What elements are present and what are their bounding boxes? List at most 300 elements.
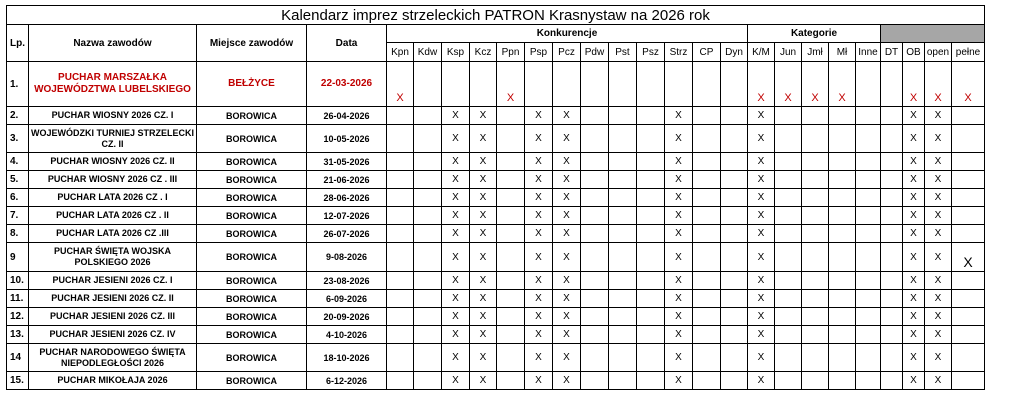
mark-cell (609, 189, 637, 207)
mark-cell: X (903, 344, 925, 372)
mark-cell: X (952, 243, 985, 272)
calendar-sheet (6, 5, 985, 390)
event-name: PUCHAR ŚWIĘTA WOJSKA POLSKIEGO 2026 (29, 243, 197, 272)
mark-cell: X (903, 272, 925, 290)
mark-cell: X (748, 107, 775, 125)
mark-cell: X (925, 272, 952, 290)
column-header: Pst (609, 43, 637, 62)
mark-cell (637, 153, 665, 171)
mark-cell (497, 326, 525, 344)
mark-cell: X (952, 62, 985, 107)
mark-cell: X (748, 171, 775, 189)
mark-cell: X (442, 344, 470, 372)
mark-cell: X (553, 308, 581, 326)
mark-cell (609, 272, 637, 290)
mark-cell (952, 153, 985, 171)
event-name: PUCHAR WIOSNY 2026 CZ. II (29, 153, 197, 171)
mark-cell: X (665, 153, 693, 171)
mark-cell: X (925, 344, 952, 372)
mark-cell (881, 243, 903, 272)
row-number: 4. (7, 153, 29, 171)
mark-cell: X (553, 189, 581, 207)
mark-cell (609, 372, 637, 390)
event-date: 10-05-2026 (307, 125, 387, 153)
mark-cell: X (470, 344, 497, 372)
mark-cell: X (442, 171, 470, 189)
mark-cell (856, 308, 881, 326)
mark-cell (581, 153, 609, 171)
column-header: Jmł (802, 43, 829, 62)
mark-cell (952, 125, 985, 153)
mark-cell (609, 125, 637, 153)
mark-cell (414, 207, 442, 225)
mark-cell (802, 243, 829, 272)
event-date: 31-05-2026 (307, 153, 387, 171)
event-date: 6-12-2026 (307, 372, 387, 390)
mark-cell: X (553, 344, 581, 372)
mark-cell (802, 272, 829, 290)
mark-cell: X (665, 207, 693, 225)
mark-cell (581, 125, 609, 153)
event-date: 20-09-2026 (307, 308, 387, 326)
mark-cell (881, 372, 903, 390)
event-name: PUCHAR WIOSNY 2026 CZ . III (29, 171, 197, 189)
mark-cell (497, 290, 525, 308)
mark-cell: X (470, 243, 497, 272)
mark-cell (637, 272, 665, 290)
mark-cell (637, 62, 665, 107)
column-header: Mł (829, 43, 856, 62)
mark-cell (414, 125, 442, 153)
mark-cell: X (553, 372, 581, 390)
event-date: 4-10-2026 (307, 326, 387, 344)
mark-cell (693, 171, 721, 189)
mark-cell (497, 153, 525, 171)
mark-cell (856, 344, 881, 372)
mark-cell (721, 326, 748, 344)
mark-cell (414, 308, 442, 326)
mark-cell (665, 62, 693, 107)
mark-cell: X (748, 207, 775, 225)
mark-cell (881, 308, 903, 326)
mark-cell (637, 107, 665, 125)
mark-cell: X (903, 189, 925, 207)
mark-cell (829, 225, 856, 243)
mark-cell: X (748, 290, 775, 308)
mark-cell (856, 189, 881, 207)
column-header: Ksp (442, 43, 470, 62)
mark-cell: X (553, 243, 581, 272)
mark-cell (693, 308, 721, 326)
mark-cell (414, 225, 442, 243)
event-place: BOROWICA (197, 153, 307, 171)
mark-cell (721, 243, 748, 272)
column-header: OB (903, 43, 925, 62)
mark-cell: X (442, 272, 470, 290)
mark-cell: X (665, 372, 693, 390)
mark-cell (721, 125, 748, 153)
mark-cell: X (470, 290, 497, 308)
mark-cell: X (748, 189, 775, 207)
mark-cell: X (925, 290, 952, 308)
mark-cell: X (525, 171, 553, 189)
mark-cell (387, 107, 414, 125)
mark-cell: X (553, 153, 581, 171)
event-place: BOROWICA (197, 326, 307, 344)
mark-cell: X (442, 243, 470, 272)
mark-cell (693, 326, 721, 344)
mark-cell: X (470, 308, 497, 326)
mark-cell (637, 290, 665, 308)
event-date: 23-08-2026 (307, 272, 387, 290)
column-header: open (925, 43, 952, 62)
mark-cell (581, 326, 609, 344)
mark-cell (775, 107, 802, 125)
mark-cell: X (748, 308, 775, 326)
mark-cell: X (470, 189, 497, 207)
mark-cell (693, 107, 721, 125)
mark-cell (802, 326, 829, 344)
mark-cell (829, 107, 856, 125)
mark-cell (581, 207, 609, 225)
column-header: CP (693, 43, 721, 62)
event-name: PUCHAR LATA 2026 CZ . II (29, 207, 197, 225)
mark-cell: X (665, 326, 693, 344)
mark-cell (802, 107, 829, 125)
mark-cell (637, 326, 665, 344)
mark-cell: X (525, 326, 553, 344)
table-row (7, 207, 985, 225)
row-number: 2. (7, 107, 29, 125)
mark-cell: X (903, 290, 925, 308)
mark-cell: X (748, 225, 775, 243)
mark-cell (637, 189, 665, 207)
table-row (7, 344, 985, 372)
mark-cell (856, 107, 881, 125)
mark-cell (775, 372, 802, 390)
mark-cell: X (553, 125, 581, 153)
mark-cell (856, 326, 881, 344)
table-row (7, 290, 985, 308)
event-date: 6-09-2026 (307, 290, 387, 308)
mark-cell (442, 62, 470, 107)
mark-cell (693, 372, 721, 390)
mark-cell: X (470, 272, 497, 290)
mark-cell (387, 207, 414, 225)
mark-cell: X (442, 153, 470, 171)
mark-cell: X (525, 189, 553, 207)
column-header: Pdw (581, 43, 609, 62)
mark-cell (775, 207, 802, 225)
mark-cell (693, 243, 721, 272)
mark-cell: X (925, 107, 952, 125)
header-konkurencje: Konkurencje (387, 25, 748, 43)
mark-cell: X (925, 326, 952, 344)
mark-cell (693, 62, 721, 107)
mark-cell (775, 153, 802, 171)
event-place: BOROWICA (197, 344, 307, 372)
mark-cell: X (442, 290, 470, 308)
mark-cell (414, 153, 442, 171)
mark-cell: X (665, 189, 693, 207)
mark-cell: X (665, 171, 693, 189)
sheet-title: Kalendarz imprez strzeleckich PATRON Krasnystaw na 2026 rok (7, 6, 985, 25)
event-place: BOROWICA (197, 243, 307, 272)
row-number: 13. (7, 326, 29, 344)
mark-cell (693, 189, 721, 207)
mark-cell: X (925, 189, 952, 207)
row-number: 7. (7, 207, 29, 225)
mark-cell (802, 189, 829, 207)
mark-cell: X (525, 344, 553, 372)
column-header: Kcz (470, 43, 497, 62)
mark-cell (952, 225, 985, 243)
mark-cell (775, 272, 802, 290)
mark-cell: X (903, 308, 925, 326)
mark-cell: X (748, 372, 775, 390)
mark-cell (952, 290, 985, 308)
mark-cell (637, 308, 665, 326)
mark-cell (609, 171, 637, 189)
mark-cell: X (665, 225, 693, 243)
mark-cell (721, 372, 748, 390)
mark-cell (881, 225, 903, 243)
mark-cell (581, 171, 609, 189)
mark-cell: X (525, 207, 553, 225)
row-number: 15. (7, 372, 29, 390)
mark-cell (693, 225, 721, 243)
mark-cell (497, 243, 525, 272)
table-row (7, 372, 985, 390)
mark-cell (829, 372, 856, 390)
mark-cell (637, 207, 665, 225)
column-header: pełne (952, 43, 985, 62)
table-row (7, 326, 985, 344)
mark-cell (775, 308, 802, 326)
event-date: 21-06-2026 (307, 171, 387, 189)
mark-cell (775, 326, 802, 344)
mark-cell: X (665, 344, 693, 372)
mark-cell (387, 189, 414, 207)
event-place: BOROWICA (197, 171, 307, 189)
event-name: PUCHAR WIOSNY 2026 CZ. I (29, 107, 197, 125)
mark-cell (952, 107, 985, 125)
table-row (7, 153, 985, 171)
mark-cell (856, 62, 881, 107)
mark-cell (721, 171, 748, 189)
mark-cell (497, 225, 525, 243)
column-header: DT (881, 43, 903, 62)
mark-cell (497, 125, 525, 153)
mark-cell (497, 107, 525, 125)
mark-cell (775, 125, 802, 153)
mark-cell (581, 189, 609, 207)
mark-cell (721, 189, 748, 207)
row-number: 5. (7, 171, 29, 189)
mark-cell (856, 290, 881, 308)
mark-cell (581, 272, 609, 290)
mark-cell (609, 225, 637, 243)
mark-cell (952, 344, 985, 372)
mark-cell (952, 189, 985, 207)
event-name: PUCHAR JESIENI 2026 CZ. II (29, 290, 197, 308)
mark-cell (881, 290, 903, 308)
mark-cell: X (525, 290, 553, 308)
header-gray-block (881, 25, 985, 43)
column-header: Kdw (414, 43, 442, 62)
mark-cell (609, 62, 637, 107)
mark-cell (414, 344, 442, 372)
mark-cell (414, 107, 442, 125)
mark-cell: X (553, 171, 581, 189)
mark-cell (609, 107, 637, 125)
event-name: PUCHAR MIKOŁAJA 2026 (29, 372, 197, 390)
mark-cell (881, 125, 903, 153)
mark-cell (881, 326, 903, 344)
mark-cell (775, 171, 802, 189)
table-row (7, 107, 985, 125)
event-place: BOROWICA (197, 372, 307, 390)
mark-cell (553, 62, 581, 107)
mark-cell (581, 344, 609, 372)
table-row (7, 225, 985, 243)
mark-cell (637, 243, 665, 272)
mark-cell (414, 372, 442, 390)
table-row (7, 189, 985, 207)
mark-cell: X (442, 225, 470, 243)
mark-cell (775, 189, 802, 207)
mark-cell (829, 272, 856, 290)
event-name: PUCHAR LATA 2026 CZ .III (29, 225, 197, 243)
mark-cell (387, 171, 414, 189)
mark-cell (497, 372, 525, 390)
mark-cell: X (903, 372, 925, 390)
mark-cell: X (553, 326, 581, 344)
mark-cell: X (470, 153, 497, 171)
mark-cell (581, 372, 609, 390)
mark-cell (387, 225, 414, 243)
mark-cell (581, 308, 609, 326)
mark-cell: X (925, 372, 952, 390)
mark-cell (387, 372, 414, 390)
event-place: BEŁŻYCE (197, 62, 307, 107)
mark-cell: X (525, 107, 553, 125)
table-row (7, 308, 985, 326)
mark-cell: X (470, 125, 497, 153)
mark-cell (721, 272, 748, 290)
mark-cell: X (748, 62, 775, 107)
mark-cell: X (748, 344, 775, 372)
mark-cell (387, 243, 414, 272)
mark-cell: X (903, 326, 925, 344)
mark-cell (637, 344, 665, 372)
column-header: Strz (665, 43, 693, 62)
mark-cell: X (748, 243, 775, 272)
mark-cell (802, 290, 829, 308)
mark-cell (414, 243, 442, 272)
mark-cell (387, 344, 414, 372)
row-number: 12. (7, 308, 29, 326)
row-number: 8. (7, 225, 29, 243)
mark-cell (856, 125, 881, 153)
mark-cell: X (829, 62, 856, 107)
event-name: PUCHAR NARODOWEGO ŚWIĘTA NIEPODLEGŁOŚCI 2026 (29, 344, 197, 372)
mark-cell (387, 153, 414, 171)
mark-cell (387, 308, 414, 326)
mark-cell: X (525, 308, 553, 326)
mark-cell (581, 225, 609, 243)
mark-cell (387, 326, 414, 344)
header-kategorie: Kategorie (748, 25, 881, 43)
mark-cell (829, 171, 856, 189)
mark-cell (952, 171, 985, 189)
mark-cell (721, 308, 748, 326)
column-header: Dyn (721, 43, 748, 62)
mark-cell (881, 107, 903, 125)
mark-cell (856, 225, 881, 243)
mark-cell (802, 171, 829, 189)
mark-cell (721, 153, 748, 171)
mark-cell (775, 225, 802, 243)
mark-cell (829, 290, 856, 308)
column-header: Psp (525, 43, 553, 62)
mark-cell (581, 62, 609, 107)
mark-cell (881, 189, 903, 207)
event-place: BOROWICA (197, 272, 307, 290)
mark-cell: X (525, 125, 553, 153)
column-header: Jun (775, 43, 802, 62)
mark-cell: X (925, 125, 952, 153)
mark-cell (581, 107, 609, 125)
mark-cell: X (925, 207, 952, 225)
mark-cell (414, 62, 442, 107)
mark-cell: X (553, 207, 581, 225)
mark-cell (829, 125, 856, 153)
mark-cell (881, 272, 903, 290)
table-row (7, 171, 985, 189)
mark-cell (470, 62, 497, 107)
event-calendar-table (6, 5, 985, 390)
header-event-date: Data (307, 25, 387, 62)
event-date: 18-10-2026 (307, 344, 387, 372)
mark-cell (693, 153, 721, 171)
mark-cell (693, 344, 721, 372)
mark-cell (881, 344, 903, 372)
mark-cell (693, 125, 721, 153)
mark-cell (856, 372, 881, 390)
event-name: PUCHAR JESIENI 2026 CZ. I (29, 272, 197, 290)
event-name: PUCHAR JESIENI 2026 CZ. IV (29, 326, 197, 344)
mark-cell: X (903, 62, 925, 107)
mark-cell (802, 125, 829, 153)
event-date: 26-04-2026 (307, 107, 387, 125)
mark-cell (802, 372, 829, 390)
mark-cell: X (665, 107, 693, 125)
mark-cell: X (925, 225, 952, 243)
mark-cell: X (525, 272, 553, 290)
row-number: 6. (7, 189, 29, 207)
mark-cell: X (553, 107, 581, 125)
table-row (7, 243, 985, 272)
header-event-name: Nazwa zawodów (29, 25, 197, 62)
mark-cell: X (442, 372, 470, 390)
table-row (7, 125, 985, 153)
table-row (7, 62, 985, 107)
mark-cell: X (470, 326, 497, 344)
mark-cell (952, 372, 985, 390)
mark-cell (693, 207, 721, 225)
mark-cell (829, 153, 856, 171)
